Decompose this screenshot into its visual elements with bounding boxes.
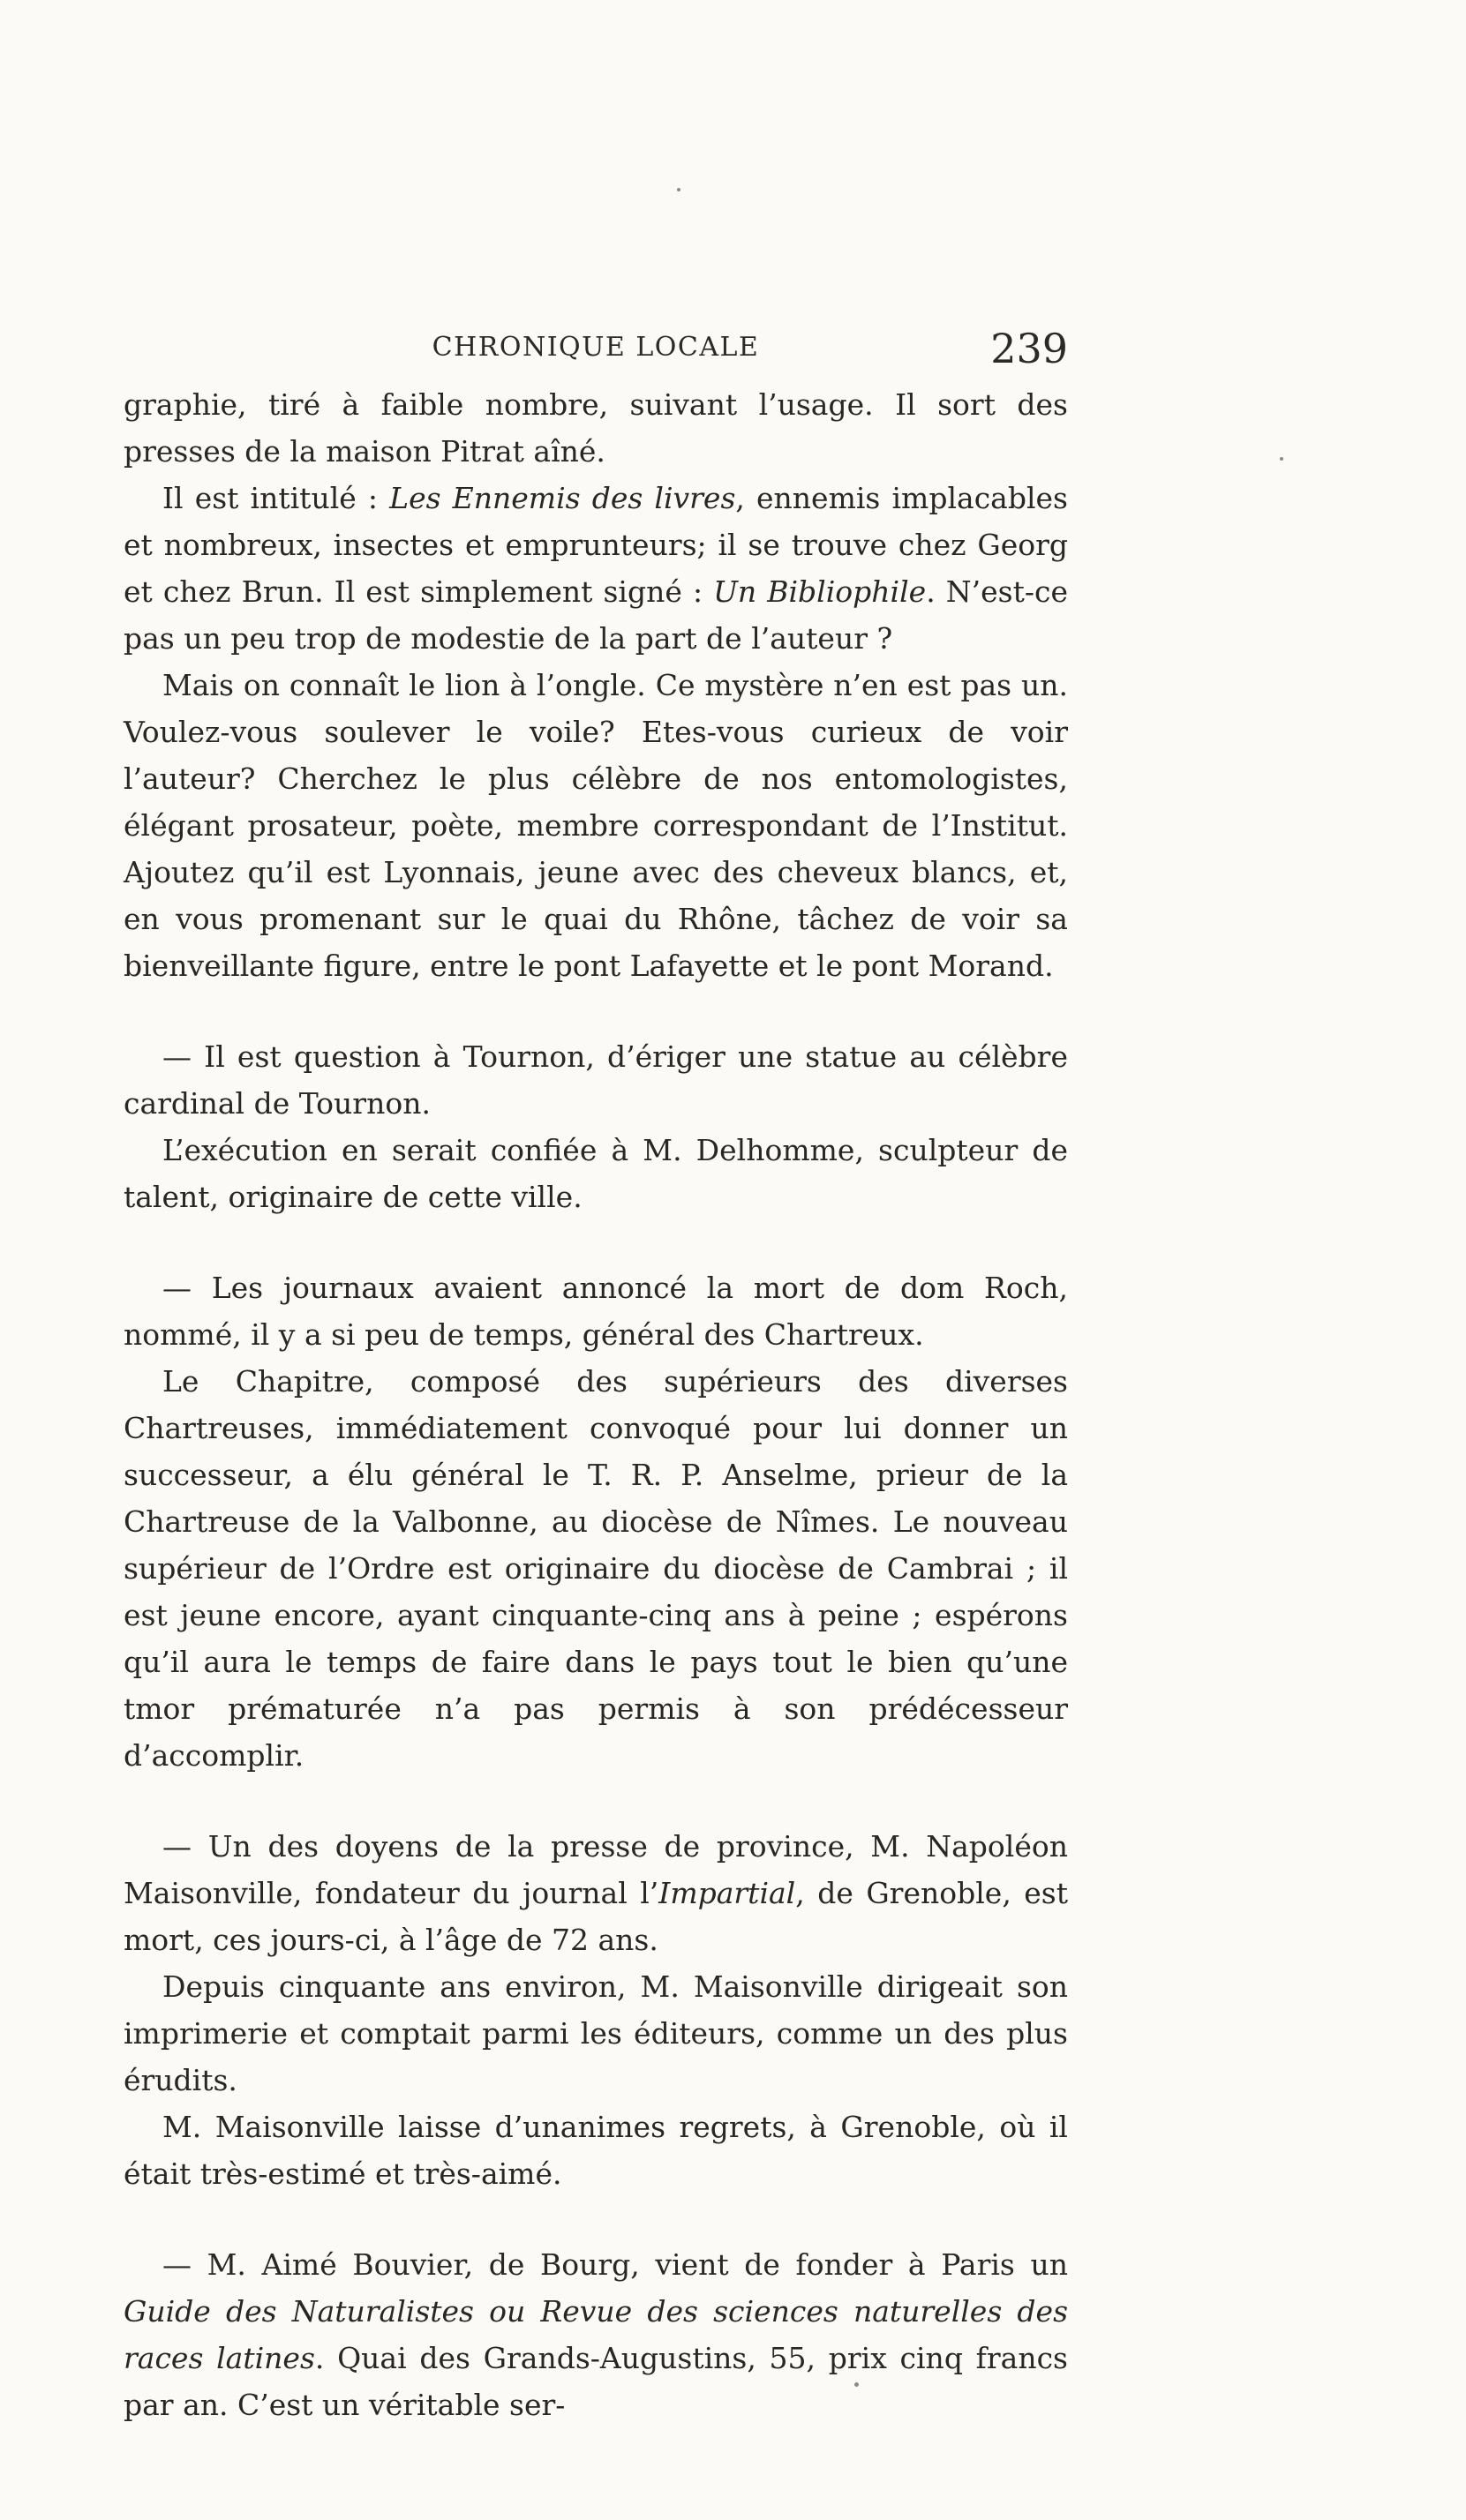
paragraph: graphie, tiré à faible nombre, suivant l’usage. Il sort des presses de la maison Pitrat aîné. <box>124 387 1068 469</box>
text-run: , ennemis implacables et nombreux, insectes et emprunteurs; il se trouve chez Georg et chez Brun. Il est simplement signé : <box>124 481 1068 609</box>
paragraph: L’exécution en serait confiée à M. Delhomme, sculpteur de talent, originaire de cette ville. <box>124 1133 1068 1214</box>
paper-speck <box>1280 457 1283 461</box>
paragraph: M. Maisonville laisse d’unanimes regrets, à Grenoble, où il était très-estimé et très-aimé. <box>124 2110 1068 2191</box>
paper-speck <box>677 188 680 191</box>
paragraph <box>124 475 1068 662</box>
page-header <box>124 325 1068 378</box>
signature-pseudonym: Un Bibliophile <box>713 574 927 609</box>
page-body <box>124 381 1068 2428</box>
text-run: . Quai des Grands-Augustins, 55, prix cinq francs par an. C’est un véritable ser- <box>124 2341 1068 2422</box>
news-item <box>124 2241 1068 2428</box>
news-item <box>124 1823 1068 1963</box>
publication-title: Guide des Naturalistes ou Revue des sciences naturelles des races latines <box>124 2294 1068 2375</box>
text-run: — M. Aimé Bouvier, de Bourg, vient de fonder à Paris un <box>162 2247 1068 2282</box>
book-title: Les Ennemis des livres <box>389 481 736 515</box>
text-run: . N’est-ce pas un peu trop de modestie de la part de l’auteur ? <box>124 574 1068 656</box>
journal-title: Impartial <box>658 1876 796 1910</box>
text-run: Il est intitulé : <box>162 481 390 515</box>
paragraph: Depuis cinquante ans environ, M. Maisonville dirigeait son imprimerie et comptait parmi les éditeurs, comme un des plus érudits. <box>124 1969 1068 2097</box>
text-run: — Un des doyens de la presse de province, M. Napoléon Maisonville, fondateur du journal l’ <box>124 1829 1068 1910</box>
paragraph: Mais on connaît le lion à l’ongle. Ce mystère n’en est pas un. Voulez-vous soulever le voile? Etes-vous curieux de voir l’auteur? Cherchez le plus célèbre de nos entomologistes, élégant prosateur, poète, membre correspondant de l’Institut. Ajoutez qu’il est Lyonnais, jeune avec des cheveux blancs, et, en vous promenant sur le quai du Rhône, tâchez de voir sa bienveillante figure, entre le pont Lafayette et le pont Morand. <box>124 668 1068 983</box>
page-number: 239 <box>990 325 1068 372</box>
running-title: CHRONIQUE LOCALE <box>432 332 760 363</box>
paragraph: Le Chapitre, composé des supérieurs des diverses Chartreuses, immédiatement convoqué pour lui donner un successeur, a élu général le T. R. P. Anselme, prieur de la Chartreuse de la Valbonne, au diocèse de Nîmes. Le nouveau supérieur de l’Ordre est originaire du diocèse de Cambrai ; il est jeune encore, ayant cinquante-cinq ans à peine ; espérons qu’il aura le temps de faire dans le pays tout le bien qu’une tmor prématurée n’a pas permis à son prédécesseur d’accomplir. <box>124 1364 1068 1773</box>
news-item: — Il est question à Tournon, d’ériger une statue au célèbre cardinal de Tournon. <box>124 1039 1068 1121</box>
news-item: — Les journaux avaient annoncé la mort de dom Roch, nommé, il y a si peu de temps, général des Chartreux. <box>124 1271 1068 1352</box>
text-run: , de Grenoble, est mort, ces jours-ci, à l’âge de 72 ans. <box>124 1876 1069 1957</box>
